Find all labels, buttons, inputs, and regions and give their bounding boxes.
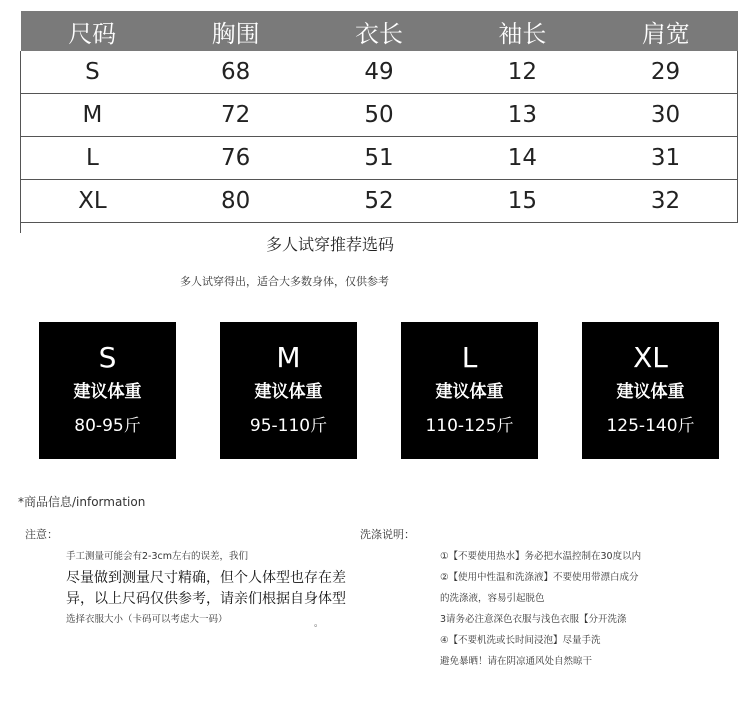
- size-card-m: [220, 322, 357, 459]
- table-cell: 80: [164, 180, 307, 223]
- table-cell: S: [21, 51, 164, 94]
- header-length: 衣长: [307, 11, 450, 51]
- table-cell: 72: [164, 94, 307, 137]
- card-label: 建议体重: [254, 382, 323, 402]
- table-header-row: [21, 11, 738, 51]
- card-size: S: [98, 341, 117, 374]
- size-card-s: [39, 322, 176, 459]
- table-row: [21, 180, 738, 223]
- notes-mark: 。: [314, 619, 324, 629]
- table-cell: 51: [307, 137, 450, 180]
- card-weight: 125-140斤: [606, 416, 695, 436]
- card-weight: 110-125斤: [425, 416, 514, 436]
- header-size: 尺码: [21, 11, 164, 51]
- table-cell: 12: [451, 51, 594, 94]
- wash-line: ④【不要机洗或长时间浸泡】尽量手洗: [440, 635, 601, 646]
- card-size: L: [461, 341, 478, 374]
- table-cell: 13: [451, 94, 594, 137]
- recommend-subtitle: 多人试穿得出，适合大多数身体，仅供参考: [180, 275, 389, 288]
- card-size: XL: [633, 341, 668, 374]
- table-cell: 32: [594, 180, 737, 223]
- table-row: [21, 137, 738, 180]
- header-sleeve: 袖长: [451, 11, 594, 51]
- notes-line: 尽量做到测量尺寸精确，但个人体型也存在差: [66, 570, 346, 586]
- header-chest: 胸围: [164, 11, 307, 51]
- notes-line: 选择衣服大小（卡码可以考虑大一码）: [66, 614, 228, 625]
- table-cell: 49: [307, 51, 450, 94]
- table-cell: M: [21, 94, 164, 137]
- wash-line: 避免暴晒！请在阴凉通风处自然晾干: [440, 656, 593, 667]
- table-row: [21, 51, 738, 94]
- table-cell: 68: [164, 51, 307, 94]
- table-cell: 15: [451, 180, 594, 223]
- table-cell: 29: [594, 51, 737, 94]
- card-label: 建议体重: [73, 382, 142, 402]
- wash-line: ②【使用中性温和洗涤液】不要使用带漂白成分: [440, 572, 639, 583]
- header-shoulder: 肩宽: [594, 11, 737, 51]
- card-weight: 80-95斤: [74, 416, 141, 436]
- wash-title: 洗涤说明：: [360, 528, 415, 541]
- size-card-xl: [582, 322, 719, 459]
- table-row: [21, 94, 738, 137]
- table-cell: XL: [21, 180, 164, 223]
- size-card-l: [401, 322, 538, 459]
- table-cell: L: [21, 137, 164, 180]
- table-cell: 31: [594, 137, 737, 180]
- table-cell: 50: [307, 94, 450, 137]
- product-info-header: *商品信息/information: [18, 495, 146, 509]
- wash-line: 的洗涤液，容易引起脱色: [440, 593, 545, 604]
- card-label: 建议体重: [435, 382, 504, 402]
- recommend-title: 多人试穿推荐选码: [265, 235, 394, 254]
- wash-line: ①【不要使用热水】务必把水温控制在30度以内: [440, 551, 642, 562]
- size-chart-table: [20, 11, 738, 223]
- card-size: M: [276, 341, 301, 374]
- card-weight: 95-110斤: [249, 416, 328, 436]
- card-label: 建议体重: [616, 382, 685, 402]
- table-cell: 52: [307, 180, 450, 223]
- table-cell: 76: [164, 137, 307, 180]
- notes-title: 注意：: [25, 528, 58, 541]
- table-cell: 14: [451, 137, 594, 180]
- notes-line: 手工测量可能会有2-3cm左右的误差，我们: [66, 551, 248, 562]
- wash-line: 3请务必注意深色衣服与浅色衣服【分开洗涤: [440, 614, 627, 625]
- table-cell: 30: [594, 94, 737, 137]
- notes-line: 异，以上尺码仅供参考，请亲们根据自身体型: [66, 591, 346, 607]
